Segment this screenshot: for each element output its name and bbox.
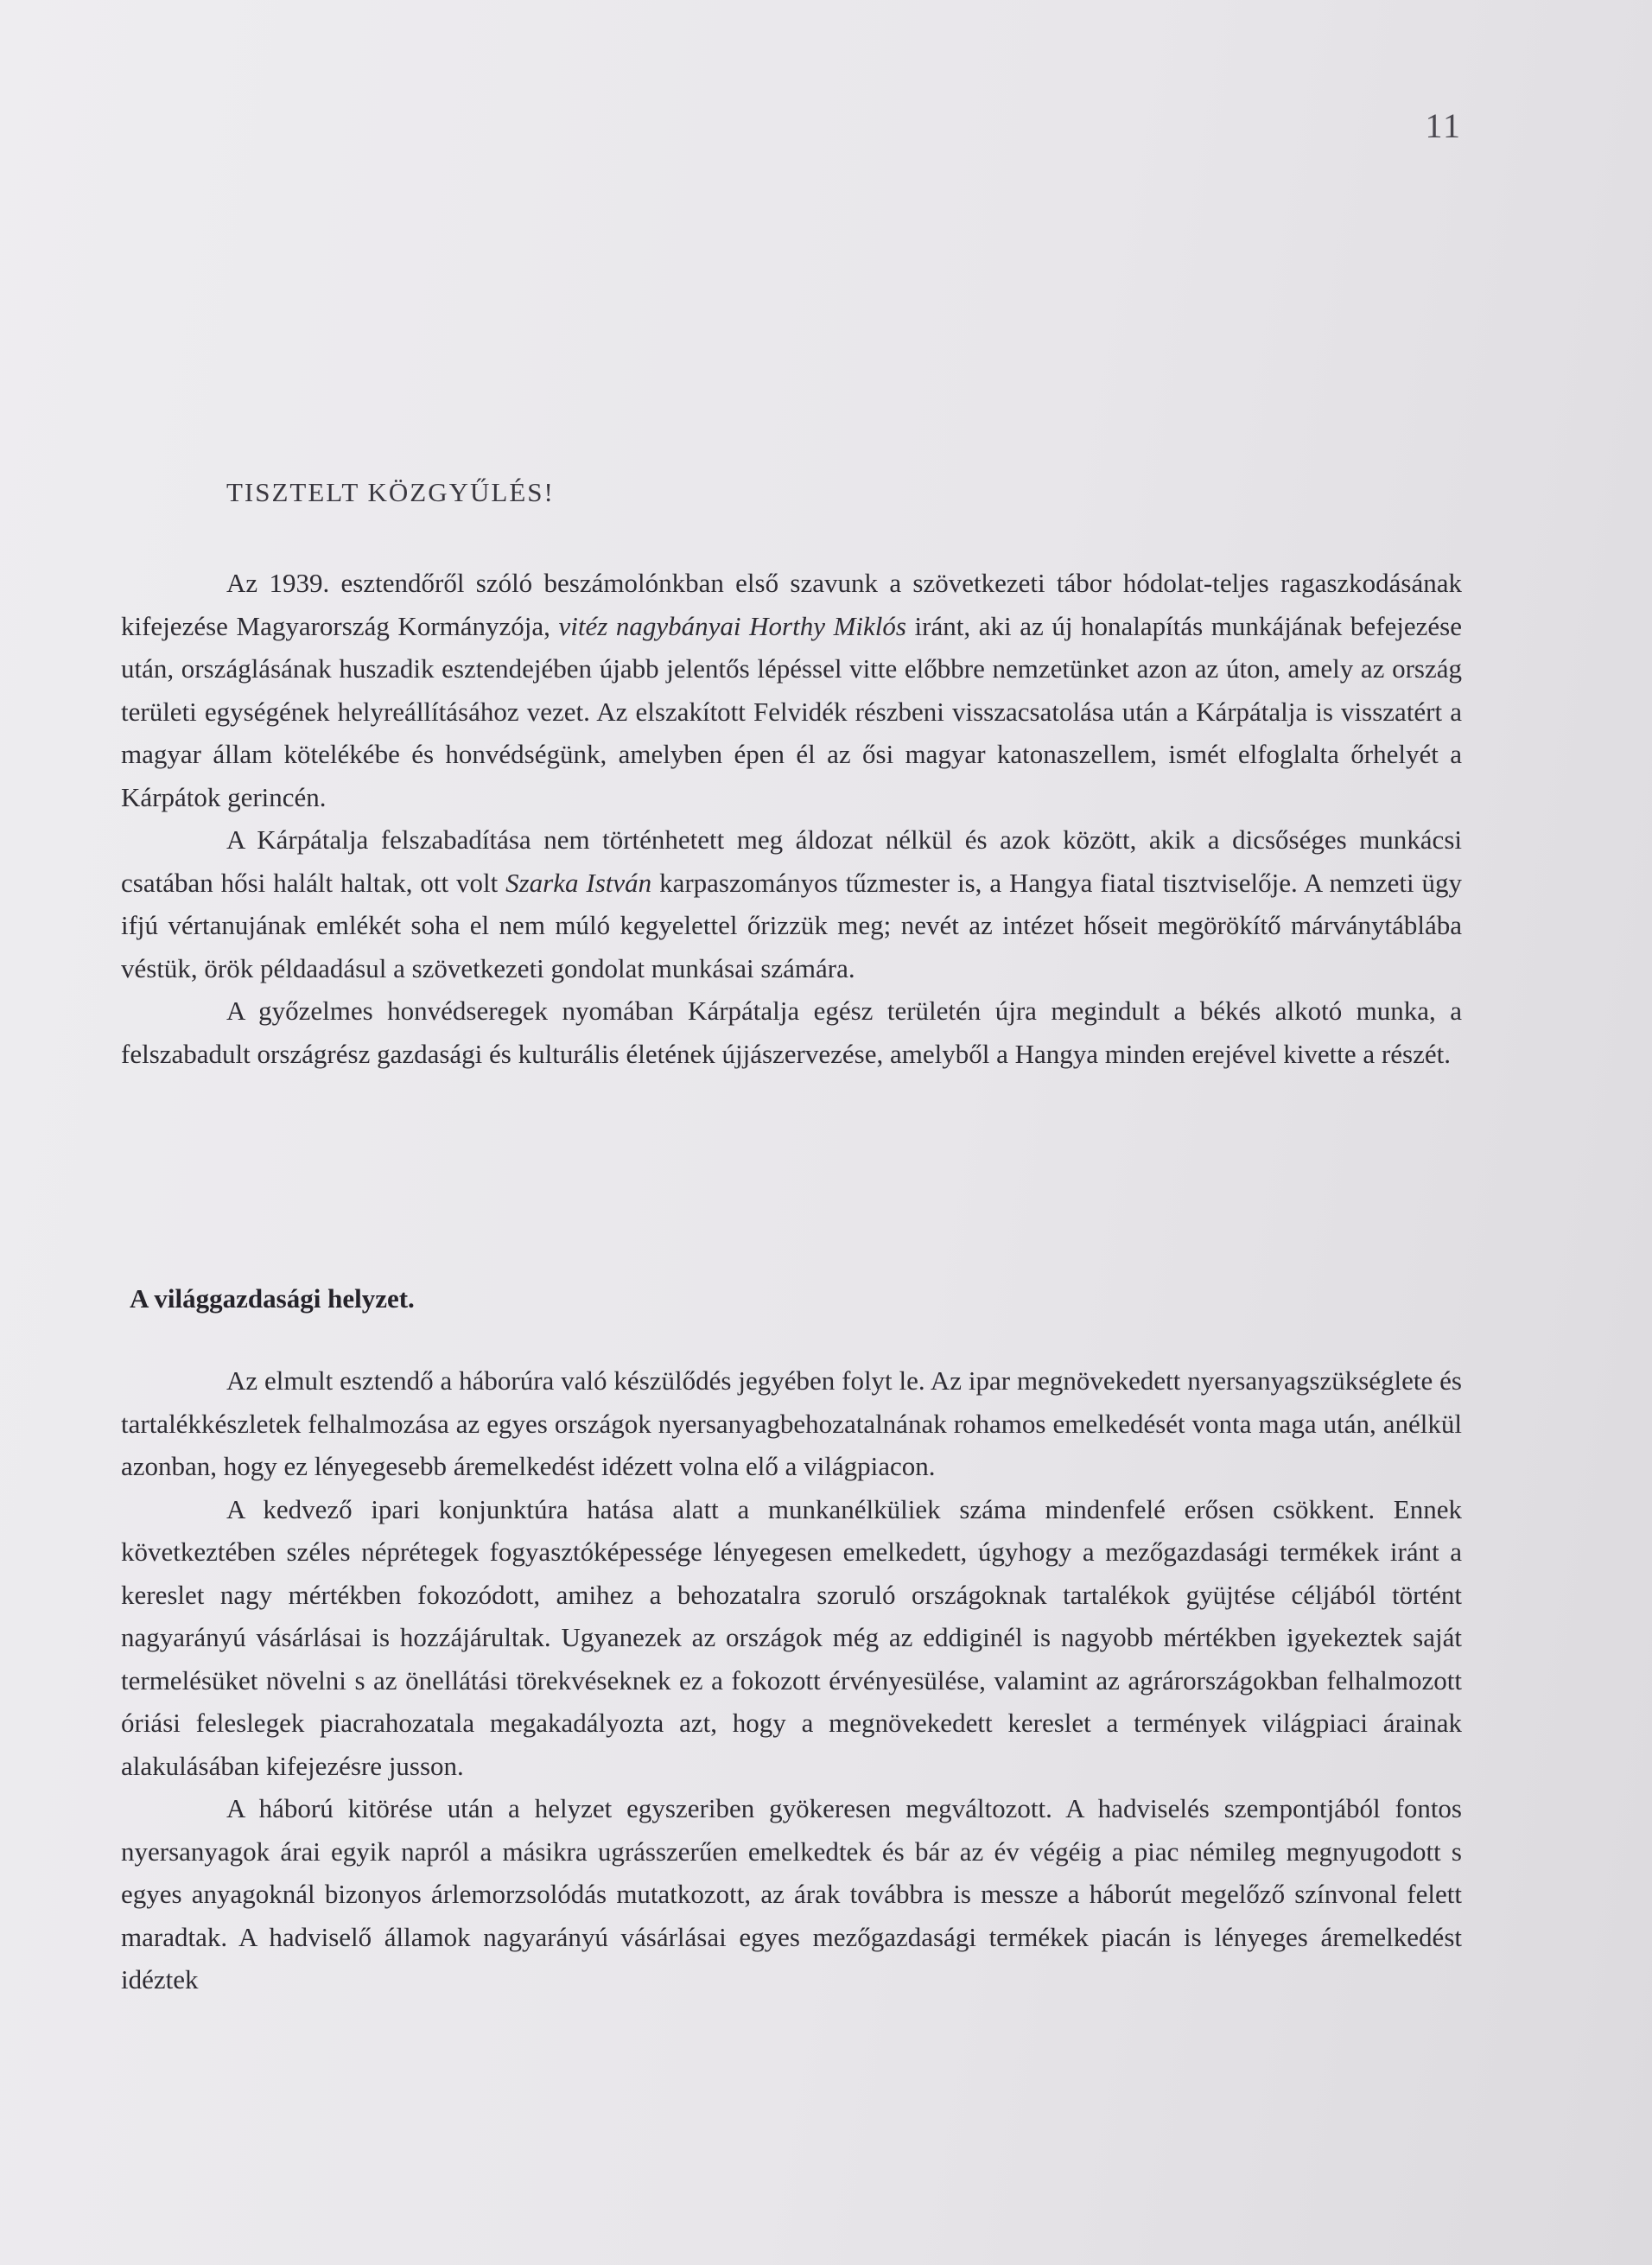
page-number: 11	[1425, 106, 1462, 145]
section-text-block	[121, 1359, 1462, 2001]
paragraph: A háború kitörése után a helyzet egyszeriben gyökeresen megváltozott. A hadviselés szempontjából fontos nyersanyagok árai egyik napról a másikra ugrásszerűen emelkedtek és bár az év végéig a piac némileg megnyugodott s egyes anyagoknál bizonyos árlemorzsolódás mutatkozott, az árak továbbra is messze a háborút megelőző színvonal felett maradtak. A hadviselő államok nagyarányú vásárlásai egyes mezőgazdasági termékek piacán is lényeges áremelkedést idéztek	[121, 1793, 1462, 1995]
emphasized-name: Szarka István	[505, 867, 652, 898]
intro-text-block	[121, 562, 1462, 1075]
salutation-heading: TISZTELT KÖZGYŰLÉS!	[226, 477, 555, 507]
paragraph: Az 1939. esztendőről szóló beszámolónkban első szavunk a szövetkezeti tábor hódolat-teljes ragaszkodásának kifejezése Magyarország Kormányzója, vitéz nagybányai Horthy Miklós iránt, aki az új honalapítás munkájának befejezése után, országlásának huszadik esztendejében újabb jelentős lépéssel vitte előbbre nemzetünket azon az úton, amely az ország területi egységének helyreállításához vezet. Az elszakított Felvidék részbeni visszacsatolása után a Kárpátalja is visszatért a magyar állam kötelékébe és honvédségünk, amelyben épen él az ősi magyar katonaszellem, ismét elfoglalta őrhelyét a Kárpátok gerincén.	[121, 568, 1462, 812]
paragraph: A kedvező ipari konjunktúra hatása alatt a munkanélküliek száma mindenfelé erősen csökkent. Ennek következtében széles néprétegek fogyasztóképessége lényegesen emelkedett, úgyhogy a mezőgazdasági termékek iránt a kereslet nagy mértékben fokozódott, amihez a behozatalra szoruló országoknak tartalékok gyüjtése céljából történt nagyarányú vásárlásai is hozzájárultak. Ugyanezek az országok még az eddiginél is nagyobb mértékben igyekeztek saját termelésüket növelni s az önellátási törekvéseknek ez a fokozott érvényesülése, valamint az agrárországokban felhalmozott óriási feleslegek piacrahozatala megakadályozta azt, hogy a megnövekedett kereslet a termények világpiaci árainak alakulásában kifejezésre jusson.	[121, 1493, 1462, 1781]
paragraph: A győzelmes honvédseregek nyomában Kárpátalja egész területén újra megindult a békés alkotó munka, a felszabadult országrész gazdasági és kulturális életének újjászervezése, amelyből a Hangya minden erejével kivette a részét.	[121, 996, 1462, 1069]
paragraph: Az elmult esztendő a háborúra való készülődés jegyében folyt le. Az ipar megnövekedett nyersanyagszükséglete és tartalékkészletek felhalmozása az egyes országok nyersanyagbehozatalnának rohamos emelkedését vonta maga után, anélkül azonban, hogy ez lényegesebb áremelkedést idézett volna elő a világpiacon.	[121, 1365, 1462, 1481]
paragraph: A Kárpátalja felszabadítása nem történhetett meg áldozat nélkül és azok között, akik a dicsőséges munkácsi csatában hősi halált haltak, ott volt Szarka István karpaszományos tűzmester is, a Hangya fiatal tisztviselője. A nemzeti ügy ifjú vértanujának emlékét soha el nem múló kegyelettel őrizzük meg; nevét az intézet hőseit megörökítő márványtáblába véstük, örök példaadásul a szövetkezeti gondolat munkásai számára.	[121, 824, 1462, 983]
emphasized-name: vitéz nagybányai Horthy Miklós	[558, 610, 906, 641]
section-title: A világgazdasági helyzet.	[130, 1283, 415, 1314]
